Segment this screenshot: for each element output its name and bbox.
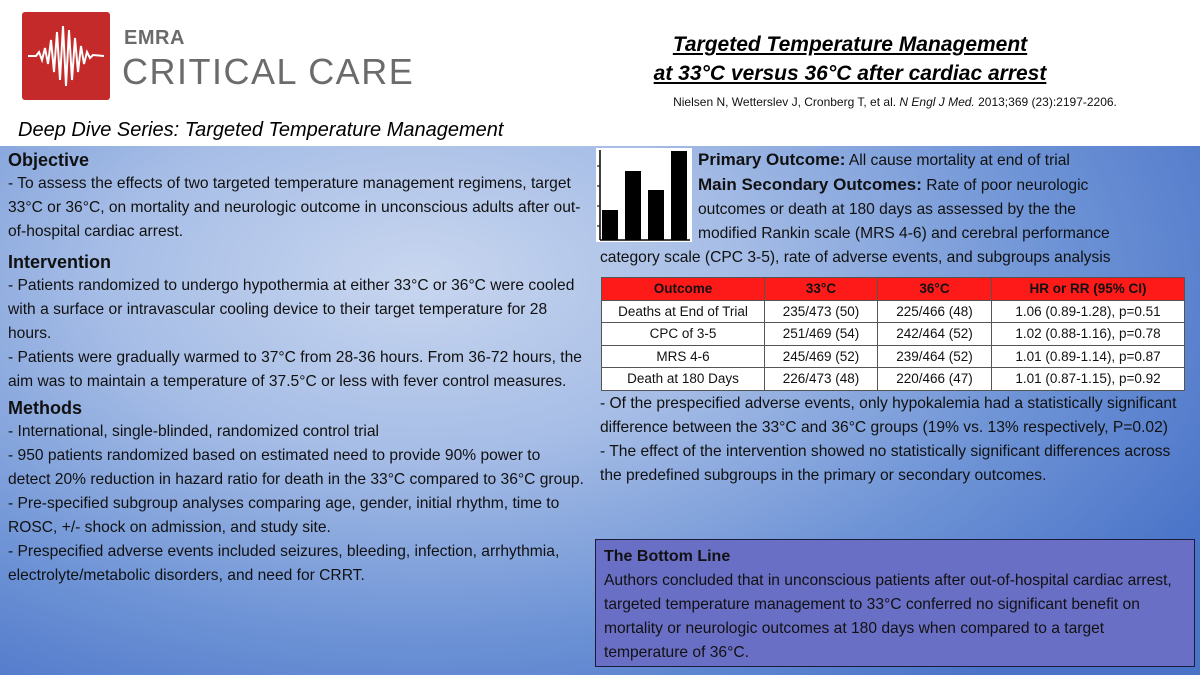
table-cell: Death at 180 Days (602, 368, 765, 391)
table-row (602, 300, 1185, 323)
findings (600, 392, 1190, 488)
table-cell: 1.01 (0.87-1.15), p=0.92 (992, 368, 1185, 391)
brand-top: EMRA (124, 27, 185, 49)
secondary-outcomes (600, 173, 1196, 198)
secondary-outcomes-text-4: category scale (CPC 3-5), rate of adverse events, and subgroups analysis (600, 249, 1111, 266)
methods-section (8, 396, 586, 588)
table-cell: 1.02 (0.88-1.16), p=0.78 (992, 323, 1185, 346)
intervention-section (8, 250, 586, 394)
citation-journal: N Engl J Med. (899, 95, 975, 109)
finding-item: - The effect of the intervention showed no statistically significant differences across the predefined subgroups in the primary or secondary outcomes. (600, 443, 1171, 484)
series-title: Deep Dive Series: Targeted Temperature Management (18, 119, 504, 141)
citation (600, 95, 1190, 109)
table-header-row (602, 278, 1185, 301)
objective-section (8, 148, 586, 244)
table-cell: 245/469 (52) (765, 345, 878, 368)
table-row (602, 368, 1185, 391)
brand-bottom: CRITICAL CARE (122, 51, 415, 92)
secondary-outcomes-text-2: outcomes or death at 180 days as assessed by the the (698, 201, 1076, 218)
finding-item: - Of the prespecified adverse events, only hypokalemia had a statistically significant difference between the 33°C and 36°C groups (19% vs. 13% respectively, P=0.02) (600, 395, 1177, 436)
primary-outcome-label: Primary Outcome: (698, 150, 846, 169)
column-header: Outcome (602, 278, 765, 301)
secondary-outcomes-label: Main Secondary Outcomes: (698, 175, 922, 194)
table-cell: CPC of 3-5 (602, 323, 765, 346)
table-cell: 226/473 (48) (765, 368, 878, 391)
table-cell: 225/466 (48) (878, 300, 992, 323)
intervention-item: - Patients were gradually warmed to 37°C from 28-36 hours. From 36-72 hours, the aim was to maintain a temperature of 37.5°C or less with fever control measures. (8, 349, 582, 390)
methods-item: - 950 patients randomized based on estimated need to provide 90% power to detect 20% reduction in hazard ratio for death in the 33°C compared to 36°C group. (8, 447, 584, 488)
table-cell: 1.01 (0.89-1.14), p=0.87 (992, 345, 1185, 368)
secondary-outcomes-text-1: Rate of poor neurologic (921, 177, 1089, 194)
methods-item: - Prespecified adverse events included seizures, bleeding, infection, arrhythmia, electrolyte/metabolic disorders, and need for CRRT. (8, 543, 560, 584)
table-cell: MRS 4-6 (602, 345, 765, 368)
intervention-heading: Intervention (8, 252, 112, 272)
waveform-icon (26, 22, 106, 90)
page-title (600, 30, 1100, 88)
table-cell: 251/469 (54) (765, 323, 878, 346)
title-line-2: at 33°C versus 36°C after cardiac arrest (653, 62, 1047, 85)
intervention-item: - Patients randomized to undergo hypothermia at either 33°C or 36°C were cooled with a surface or intravascular cooling device to their target temperature for 28 hours. (8, 277, 575, 342)
table-row (602, 345, 1185, 368)
methods-item: - Pre-specified subgroup analyses comparing age, gender, initial rhythm, time to ROSC, +/- shock on admission, and study site. (8, 495, 560, 536)
objective-heading: Objective (8, 150, 90, 170)
column-header: 33°C (765, 278, 878, 301)
methods-heading: Methods (8, 398, 82, 418)
secondary-outcomes-text-3: modified Rankin scale (MRS 4-6) and cerebral performance (698, 225, 1110, 242)
primary-outcome-text: All cause mortality at end of trial (845, 152, 1070, 169)
methods-item: - International, single-blinded, randomized control trial (8, 423, 379, 440)
objective-text: - To assess the effects of two targeted temperature management regimens, target 33°C or 36°C, on mortality and neurologic outcome in unconscious adults after out-of-hospital cardiac arrest. (8, 175, 581, 240)
column-header: HR or RR (95% CI) (992, 278, 1185, 301)
bottom-line-heading: The Bottom Line (604, 548, 731, 565)
table-row (602, 323, 1185, 346)
citation-details: 2013;369 (23):2197-2206. (974, 95, 1117, 109)
table-cell: 1.06 (0.89-1.28), p=0.51 (992, 300, 1185, 323)
primary-outcome (600, 148, 1196, 173)
table-cell: 239/464 (52) (878, 345, 992, 368)
table-cell: 235/473 (50) (765, 300, 878, 323)
outcomes-block (600, 148, 1196, 270)
column-header: 36°C (878, 278, 992, 301)
bottom-line-box (595, 539, 1195, 667)
table-cell: 242/464 (52) (878, 323, 992, 346)
table-cell: 220/466 (47) (878, 368, 992, 391)
logo (22, 12, 110, 100)
bottom-line-text: Authors concluded that in unconscious patients after out-of-hospital cardiac arrest, targeted temperature management to 33°C conferred no significant benefit on mortality or neurologic outcomes at 180 days when compared to a target temperature of 36°C. (604, 572, 1172, 661)
results-table (601, 277, 1185, 391)
table-cell: Deaths at End of Trial (602, 300, 765, 323)
citation-authors: Nielsen N, Wetterslev J, Cronberg T, et al. (673, 95, 900, 109)
title-line-1: Targeted Temperature Management (672, 33, 1028, 56)
header (0, 0, 1200, 148)
left-column (8, 148, 586, 590)
